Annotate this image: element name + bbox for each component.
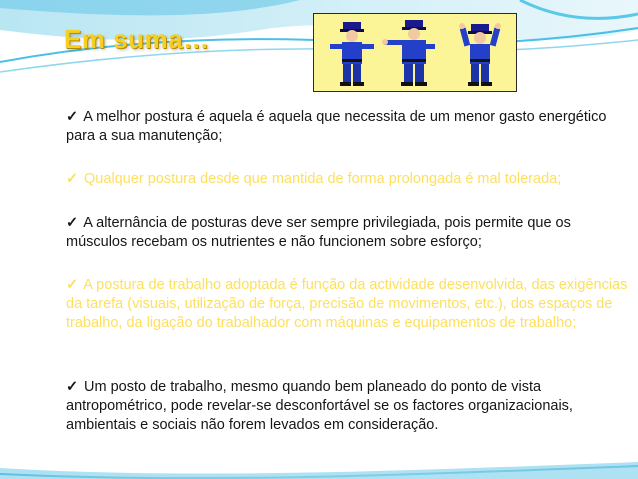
checkmark-icon: ✓	[66, 379, 79, 395]
bullet-text: Qualquer postura desde que mantida de forma prolongada é mal tolerada;	[84, 171, 562, 187]
police-officer-icon	[330, 22, 374, 86]
checkmark-icon: ✓	[66, 215, 79, 231]
slide-title: Em suma…	[64, 24, 210, 54]
police-officers-image	[313, 13, 517, 92]
police-officer-icon	[382, 20, 435, 86]
bullet-item	[66, 108, 632, 146]
checkmark-icon: ✓	[66, 171, 79, 187]
bullet-text: Um posto de trabalho, mesmo quando bem planeado do ponto de vista antropométrico, pode revelar-se desconfortável se os factores organizacionais, ambientais e sociais não forem levados em consideração.	[66, 379, 573, 433]
checkmark-icon: ✓	[66, 109, 79, 125]
bullet-item	[66, 214, 632, 252]
bullet-item	[66, 378, 632, 435]
police-officer-icon	[459, 23, 501, 86]
bullet-text: A postura de trabalho adoptada é função da actividade desenvolvida, das exigências da tarefa (visuais, utilização de força, precisão de movimentos, etc.), dos espaços de trabalho, da ligação do trabalhador com máquinas e equipamentos de trabalho;	[66, 277, 628, 331]
checkmark-icon: ✓	[66, 277, 79, 293]
bullet-text: A alternância de posturas deve ser sempre privilegiada, pois permite que os músculos recebam os nutrientes e não funcionem sobre esforço;	[66, 215, 571, 250]
bullet-text: A melhor postura é aquela é aquela que necessita de um menor gasto energético para a sua manutenção;	[66, 109, 607, 144]
bullet-item	[66, 276, 632, 333]
bullet-item	[66, 170, 632, 189]
